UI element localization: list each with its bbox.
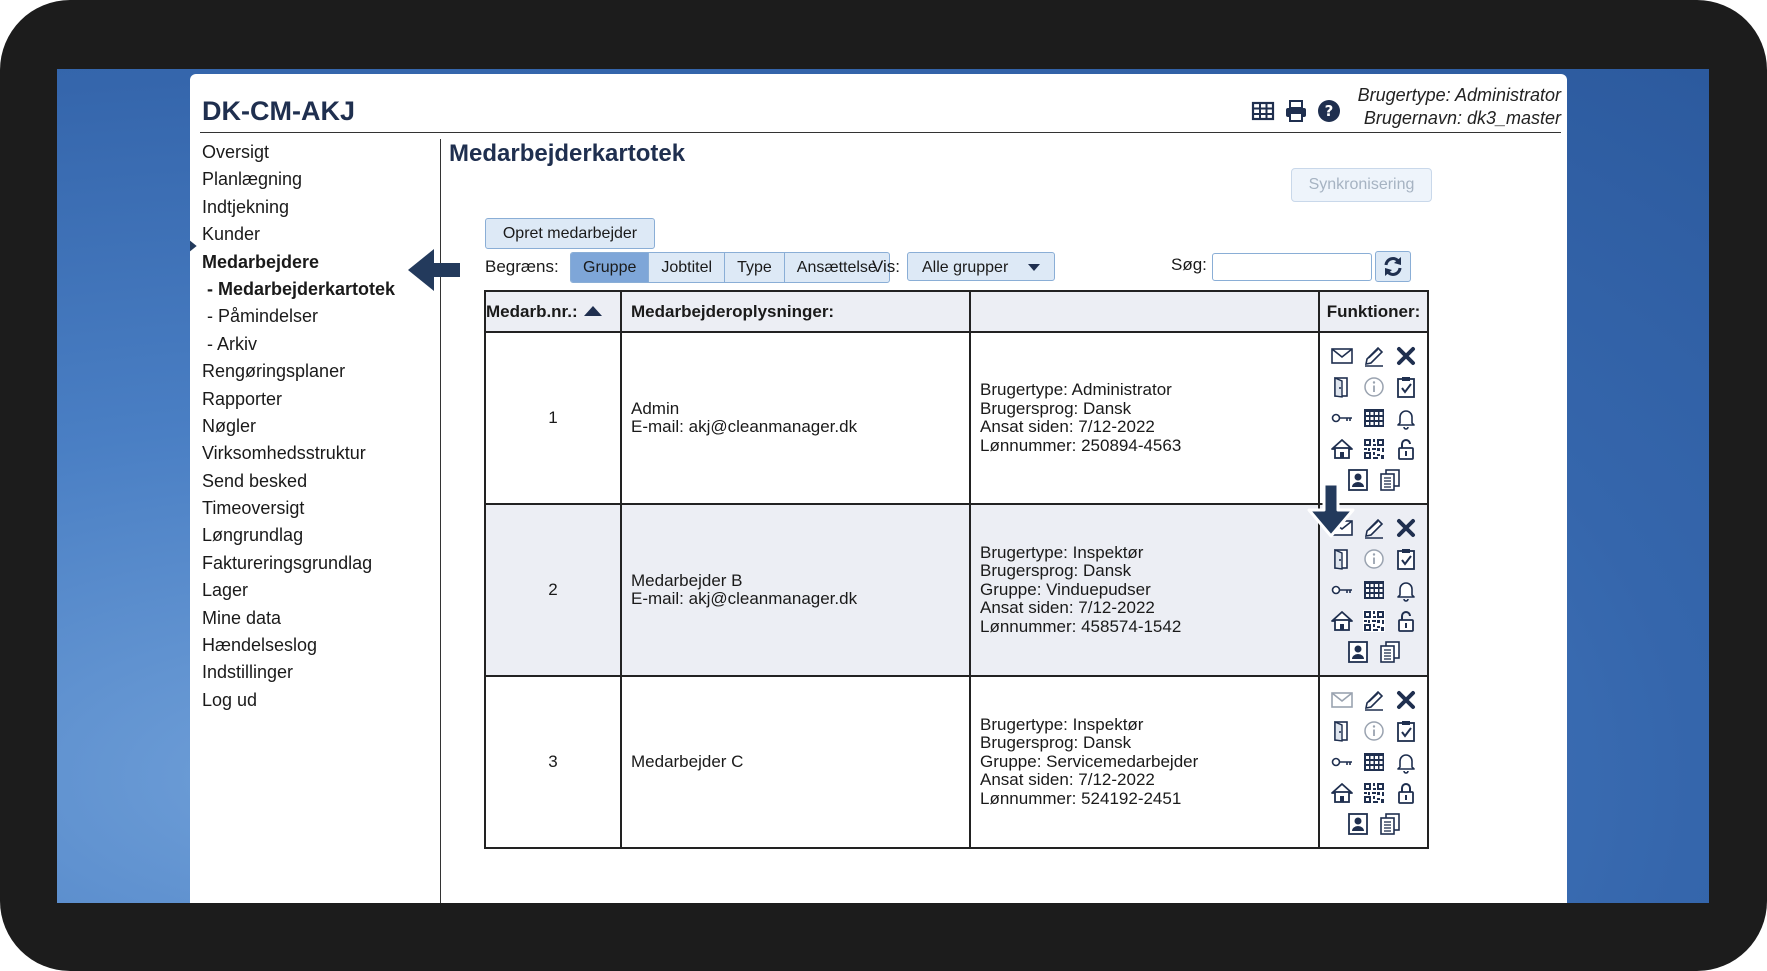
employee-name: Medarbejder B	[631, 570, 743, 590]
detail-language: Brugersprog: Dansk	[980, 398, 1132, 418]
unlock-icon[interactable]	[1394, 437, 1418, 461]
detail-group: Gruppe: Vinduepudser	[980, 579, 1151, 599]
col-extra-header	[970, 291, 1319, 332]
sidebar-item-medarbejderkartotek[interactable]: - Medarbejderkartotek	[207, 278, 396, 299]
info-icon	[1362, 719, 1386, 743]
desktop-background	[57, 69, 1709, 903]
detail-employed-since: Ansat siden: 7/12-2022	[980, 417, 1155, 436]
col-number-header[interactable]	[485, 291, 621, 332]
filter-option-type[interactable]: Type	[724, 253, 784, 282]
employee-number: 2	[485, 504, 621, 676]
edit-pencil-icon[interactable]	[1362, 688, 1386, 712]
sidebar-item-timeoversigt[interactable]: Timeoversigt	[202, 498, 305, 519]
top-toolbar	[1251, 99, 1341, 123]
mail-icon[interactable]	[1330, 344, 1354, 368]
sidebar-item-indstillinger[interactable]: Indstillinger	[202, 662, 294, 683]
page-title: Medarbejderkartotek	[449, 140, 686, 167]
sidebar-item-log-ud[interactable]: Log ud	[202, 689, 258, 710]
sidebar-item-loengrundlag[interactable]: Løngrundlag	[202, 525, 304, 546]
sidebar-item-paamindelser[interactable]: - Påmindelser	[207, 306, 319, 327]
sort-ascending-icon	[584, 306, 602, 316]
door-icon[interactable]	[1330, 719, 1354, 743]
filter-option-jobtitel[interactable]: Jobtitel	[648, 253, 724, 282]
filter-option-gruppe[interactable]: Gruppe	[571, 253, 648, 282]
function-icons	[1319, 676, 1428, 848]
search-label: Søg:	[1171, 255, 1207, 274]
annotation-arrow-down-icon	[1307, 482, 1355, 538]
svg-text:?: ?	[1324, 102, 1334, 120]
calendar-icon[interactable]	[1362, 406, 1386, 430]
group-select-value: Alle grupper	[922, 259, 1009, 276]
employee-info	[621, 504, 970, 676]
detail-employed-since: Ansat siden: 7/12-2022	[980, 598, 1155, 618]
detail-user-type: Brugertype: Inspektør	[980, 714, 1144, 734]
employee-name: Admin	[631, 398, 680, 418]
table-row	[485, 504, 1428, 676]
show-label: Vis:	[872, 257, 901, 276]
employee-email: E-mail: akj@cleanmanager.dk	[631, 417, 858, 436]
icon-row-bottom	[1346, 640, 1402, 664]
refresh-icon	[1376, 252, 1410, 281]
detail-payroll-number: Lønnummer: 458574-1542	[980, 616, 1182, 636]
detail-employed-since: Ansat siden: 7/12-2022	[980, 770, 1155, 790]
documents-icon[interactable]	[1378, 468, 1402, 492]
printer-icon[interactable]	[1284, 99, 1308, 123]
calendar-icon[interactable]	[1362, 750, 1386, 774]
detail-language: Brugersprog: Dansk	[980, 733, 1132, 753]
home-icon[interactable]	[1330, 437, 1354, 461]
col-info-header: Medarbejderoplysninger:	[621, 291, 970, 332]
filter-option-ansaettelse[interactable]: Ansættelse	[784, 253, 889, 282]
detail-payroll-number: Lønnummer: 524192-2451	[980, 788, 1182, 808]
info-icon	[1362, 547, 1386, 571]
sidebar-item-medarbejdere[interactable]: Medarbejdere	[202, 251, 320, 272]
sidebar	[202, 139, 427, 714]
bell-icon[interactable]	[1394, 750, 1418, 774]
col-number-label: Medarb.nr.:	[486, 301, 578, 321]
detail-payroll-number: Lønnummer: 250894-4563	[980, 435, 1182, 455]
sidebar-item-virksomhedsstruktur[interactable]: Virksomhedsstruktur	[202, 443, 366, 464]
header-divider	[200, 132, 1561, 133]
lock-icon[interactable]	[1394, 781, 1418, 805]
sidebar-item-indtjekning[interactable]: Indtjekning	[202, 196, 290, 217]
detail-user-type: Brugertype: Administrator	[980, 380, 1172, 399]
help-icon[interactable]	[1317, 99, 1341, 123]
sidebar-item-planlaegning[interactable]: Planlægning	[202, 169, 303, 190]
function-icon-grid	[1320, 685, 1427, 840]
key-icon[interactable]	[1330, 750, 1354, 774]
employee-details	[970, 332, 1319, 504]
user-name: Brugernavn: dk3_master	[1363, 108, 1561, 128]
sync-button[interactable]: Synkronisering	[1291, 168, 1432, 202]
sidebar-item-kunder[interactable]: Kunder	[202, 224, 261, 245]
documents-icon[interactable]	[1378, 640, 1402, 664]
sidebar-item-mine-data[interactable]: Mine data	[202, 607, 282, 628]
annotation-arrow-right-icon	[190, 221, 203, 271]
qr-code-icon[interactable]	[1362, 437, 1386, 461]
delete-x-icon[interactable]	[1394, 688, 1418, 712]
sidebar-item-send-besked[interactable]: Send besked	[202, 470, 308, 491]
user-info	[1358, 84, 1561, 130]
employee-number: 1	[485, 332, 621, 504]
info-icon	[1362, 375, 1386, 399]
employee-details	[970, 504, 1319, 676]
clipboard-check-icon[interactable]	[1394, 375, 1418, 399]
employee-info	[621, 332, 970, 504]
employee-info	[621, 676, 970, 848]
sidebar-item-arkiv[interactable]: - Arkiv	[207, 333, 258, 354]
edit-pencil-icon[interactable]	[1362, 344, 1386, 368]
bell-icon[interactable]	[1394, 406, 1418, 430]
bell-icon[interactable]	[1394, 578, 1418, 602]
edit-pencil-icon[interactable]	[1362, 516, 1386, 540]
table-header-row	[485, 291, 1428, 332]
sidebar-item-oversigt[interactable]: Oversigt	[202, 142, 270, 162]
employee-name: Medarbejder C	[631, 751, 744, 771]
unlock-icon[interactable]	[1394, 609, 1418, 633]
function-icon-grid	[1320, 341, 1427, 496]
user-type: Brugertype: Administrator	[1357, 85, 1561, 105]
employee-number: 3	[485, 676, 621, 848]
home-icon[interactable]	[1330, 609, 1354, 633]
filter-segmented-control	[570, 252, 890, 283]
key-icon[interactable]	[1330, 578, 1354, 602]
sidebar-item-rapporter[interactable]: Rapporter	[202, 388, 283, 409]
search-input[interactable]	[1212, 253, 1372, 281]
employee-email: E-mail: akj@cleanmanager.dk	[631, 589, 858, 608]
table-row	[485, 332, 1428, 504]
detail-language: Brugersprog: Dansk	[980, 561, 1132, 581]
employee-table	[484, 290, 1429, 849]
sidebar-item-lager[interactable]: Lager	[202, 580, 249, 601]
table-row	[485, 676, 1428, 848]
annotation-arrow-left-icon	[406, 245, 462, 295]
detail-group: Gruppe: Servicemedarbejder	[980, 751, 1199, 771]
refresh-button[interactable]	[1375, 251, 1411, 282]
employee-details	[970, 676, 1319, 848]
id-card-icon[interactable]	[1346, 812, 1370, 836]
app-title: DK-CM-AKJ	[202, 96, 355, 126]
function-icons	[1319, 332, 1428, 504]
clipboard-check-icon[interactable]	[1394, 547, 1418, 571]
filter-bar	[485, 250, 1555, 282]
door-icon[interactable]	[1330, 375, 1354, 399]
sidebar-item-faktureringsgrundlag[interactable]: Faktureringsgrundlag	[202, 552, 373, 573]
door-icon[interactable]	[1330, 547, 1354, 571]
delete-x-icon[interactable]	[1394, 516, 1418, 540]
home-icon[interactable]	[1330, 781, 1354, 805]
sidebar-item-rengoeringsplaner[interactable]: Rengøringsplaner	[202, 361, 346, 382]
chevron-down-icon	[1028, 264, 1040, 271]
id-card-icon[interactable]	[1346, 640, 1370, 664]
table-icon[interactable]	[1251, 99, 1275, 123]
qr-code-icon[interactable]	[1362, 609, 1386, 633]
clipboard-check-icon[interactable]	[1394, 719, 1418, 743]
qr-code-icon[interactable]	[1362, 781, 1386, 805]
sidebar-item-noegler[interactable]: Nøgler	[202, 415, 257, 436]
detail-user-type: Brugertype: Inspektør	[980, 542, 1144, 562]
app-window	[190, 74, 1567, 903]
filter-label: Begræns:	[485, 257, 559, 276]
mail-disabled-icon[interactable]	[1330, 688, 1354, 712]
col-functions-header: Funktioner:	[1319, 291, 1428, 332]
documents-icon[interactable]	[1378, 812, 1402, 836]
icon-row-bottom	[1346, 812, 1402, 836]
calendar-icon[interactable]	[1362, 578, 1386, 602]
delete-x-icon[interactable]	[1394, 344, 1418, 368]
sidebar-item-haendelseslog[interactable]: Hændelseslog	[202, 635, 318, 656]
group-select[interactable]	[907, 252, 1055, 281]
create-employee-button[interactable]: Opret medarbejder	[485, 218, 655, 249]
key-icon[interactable]	[1330, 406, 1354, 430]
